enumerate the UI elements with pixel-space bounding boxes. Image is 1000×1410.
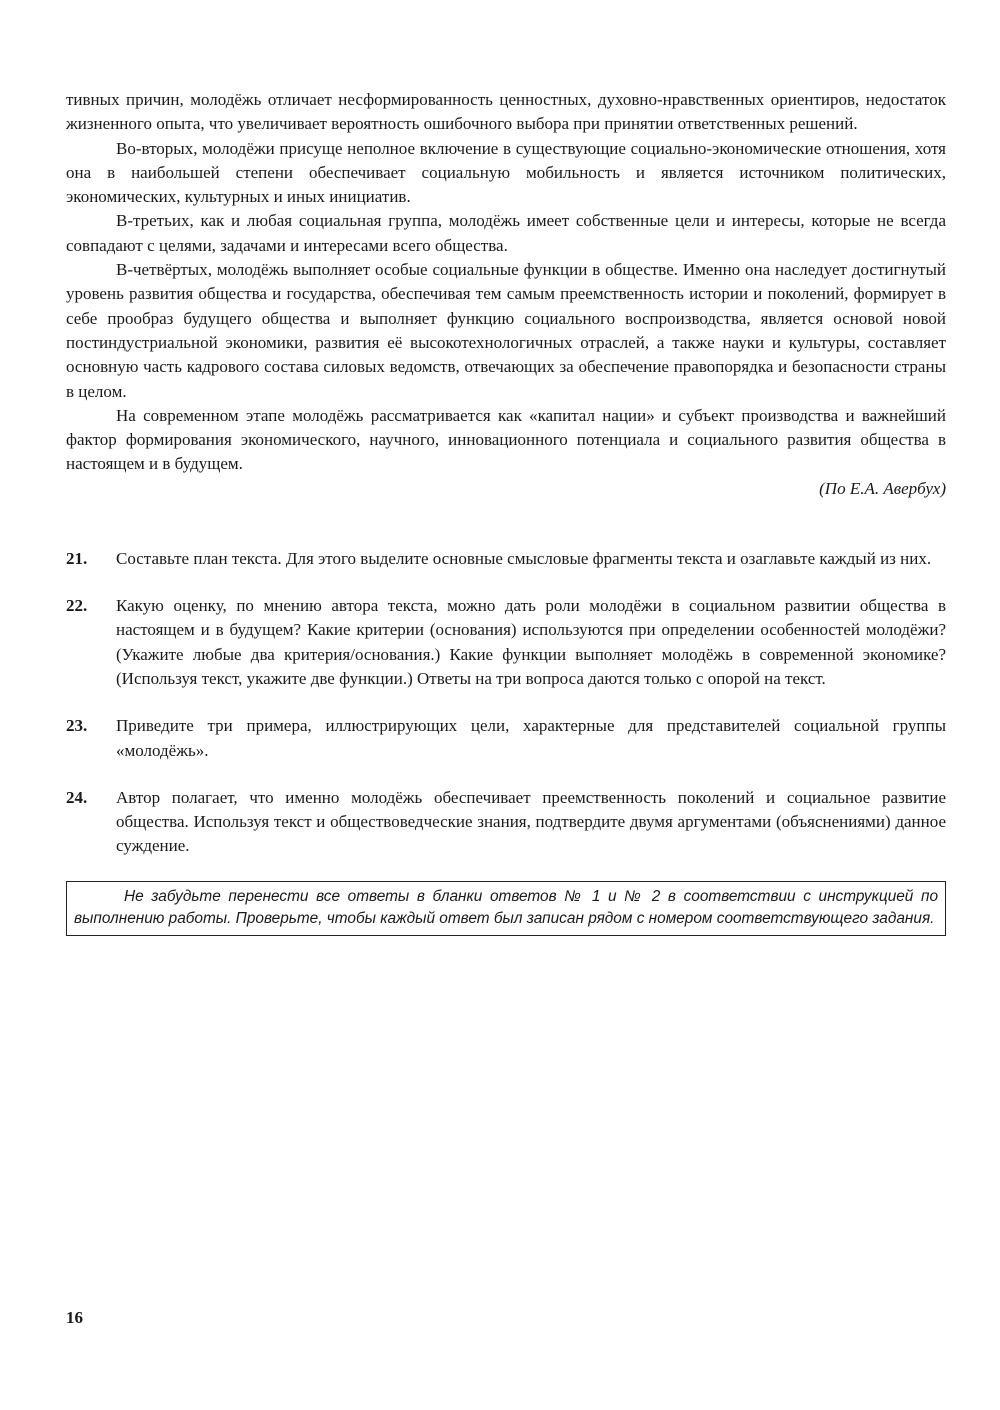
task-21 (66, 547, 946, 571)
task-text: Автор полагает, что именно молодёжь обеспечивает преемственность поколений и социальное развитие общества. Используя текст и обществоведческие знания, подтвердите двумя аргументами (объяснениями) данное суждение. (116, 787, 946, 856)
task-22 (66, 594, 946, 691)
task-number: 22. (66, 596, 88, 616)
task-text: Приведите три примера, иллюстрирующих цели, характерные для представителей социальной группы «молодёжь». (116, 716, 946, 760)
page-number: 16 (66, 1308, 83, 1327)
notice-text: Не забудьте перенести все ответы в бланки ответов № 1 и № 2 в соответствии с инструкцией по выполнению работы. Проверьте, чтобы каждый ответ был записан рядом с номером соответствующего задания. (74, 887, 938, 927)
task-number: 23. (66, 716, 88, 736)
text-source: (По Е.А. Авербух) (819, 478, 946, 498)
page-content (66, 88, 946, 936)
task-number: 24. (66, 787, 88, 807)
task-24 (66, 786, 946, 859)
answer-transfer-notice (66, 881, 946, 936)
text-paragraph-2: Во-вторых, молодёжи присуще неполное включение в существующие социально-экономические отношения, хотя она в наибольшей степени обеспечивает социальную мобильность и является источником политических, экономических, культурных и иных инициатив. (66, 138, 946, 207)
text-paragraph-1: тивных причин, молодёжь отличает несформированность ценностных, духовно-нравственных ориентиров, недостаток жизненного опыта, что увеличивает вероятность ошибочного выбора при принятии ответственных решений. (66, 90, 946, 134)
task-text: Какую оценку, по мнению автора текста, можно дать роли молодёжи в социальном развитии общества в настоящем и в будущем? Какие критерии (основания) используются при определении особенностей молодёжи? (Укажите любые два критерия/основания.) Какие функции выполняет молодёжь в современной экономике? (Используя текст, укажите две функции.) Ответы на три вопроса даются только с опорой на текст. (116, 596, 946, 688)
task-text: Составьте план текста. Для этого выделите основные смысловые фрагменты текста и озаглавьте каждый из них. (116, 548, 932, 568)
text-paragraph-3: В-третьих, как и любая социальная группа, молодёжь имеет собственные цели и интересы, которые не всегда совпадают с целями, задачами и интересами всего общества. (66, 211, 946, 255)
task-23 (66, 714, 946, 763)
text-paragraph-4: В-четвёртых, молодёжь выполняет особые социальные функции в обществе. Именно она наследует достигнутый уровень развития общества и государства, обеспечивая тем самым преемственность истории и поколений, формирует в себе прообраз будущего общества и выполняет функцию социального воспроизводства, является основой новой постиндустриальной экономики, развития её высокотехнологичных отраслей, а также науки и культуры, составляет основную часть кадрового состава силовых ведомств, отвечающих за обеспечение правопорядка и безопасности страны в целом. (66, 260, 946, 401)
task-number: 21. (66, 548, 88, 568)
text-paragraph-5: На современном этапе молодёжь рассматривается как «капитал нации» и субъект производства и важнейший фактор формирования экономического, научного, инновационного потенциала и социального развития общества в настоящем и в будущем. (66, 405, 946, 474)
